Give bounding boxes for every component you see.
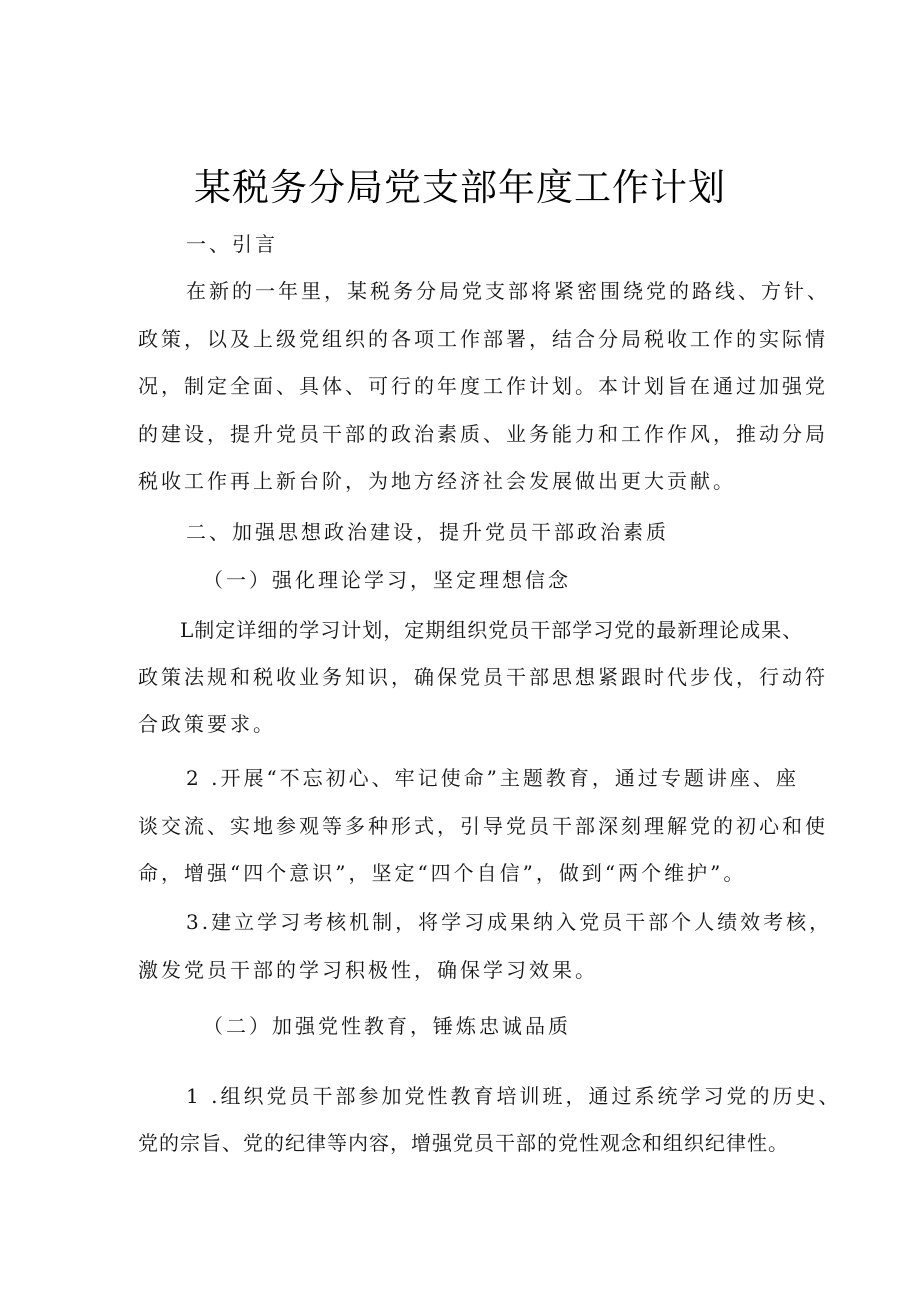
paragraph-line: L制定详细的学习计划，定期组织党员干部学习党的最新理论成果、 [180, 618, 804, 642]
section-heading-introduction: 一、引言 [186, 232, 278, 256]
paragraph-line: 况，制定全面、具体、可行的年度工作计划。本计划旨在通过加强党 [138, 374, 828, 398]
paragraph-line: 激发党员干部的学习积极性，确保学习效果。 [138, 958, 598, 982]
paragraph-line: 在新的一年里，某税务分局党支部将紧密围绕党的路线、方针、 [186, 279, 830, 303]
subsection-heading-2: （二）加强党性教育，锤炼忠诚品质 [203, 1014, 571, 1038]
paragraph-line: 3.建立学习考核机制，将学习成果纳入党员干部个人绩效考核， [186, 910, 833, 934]
section-heading-2: 二、加强思想政治建设，提升党员干部政治素质 [186, 520, 669, 544]
paragraph-line: 的建设，提升党员干部的政治素质、业务能力和工作作风，推动分局 [138, 422, 828, 446]
paragraph-line: 合政策要求。 [138, 712, 276, 736]
document-title: 某税务分局党支部年度工作计划 [194, 166, 726, 209]
paragraph-line: 税收工作再上新台阶，为地方经济社会发展做出更大贡献。 [138, 469, 736, 493]
paragraph-line: 命，增强“四个意识”，坚定“四个自信”，做到“两个维护”。 [138, 861, 747, 885]
paragraph-line: 党的宗旨、党的纪律等内容，增强党员干部的党性观念和组织纪律性。 [138, 1131, 789, 1155]
paragraph-line: 1 .组织党员干部参加党性教育培训班，通过系统学习党的历史、 [186, 1084, 842, 1108]
paragraph-line: 政策，以及上级党组织的各项工作部署，结合分局税收工作的实际情 [138, 327, 828, 351]
subsection-heading-1: （一）强化理论学习，坚定理想信念 [203, 568, 571, 592]
paragraph-line: 2 .开展“不忘初心、牢记使命”主题教育，通过专题讲座、座 [186, 766, 799, 790]
paragraph-line: 谈交流、实地参观等多种形式，引导党员干部深刻理解党的初心和使 [138, 814, 828, 838]
paragraph-line: 政策法规和税收业务知识，确保党员干部思想紧跟时代步伐，行动符 [138, 665, 828, 689]
